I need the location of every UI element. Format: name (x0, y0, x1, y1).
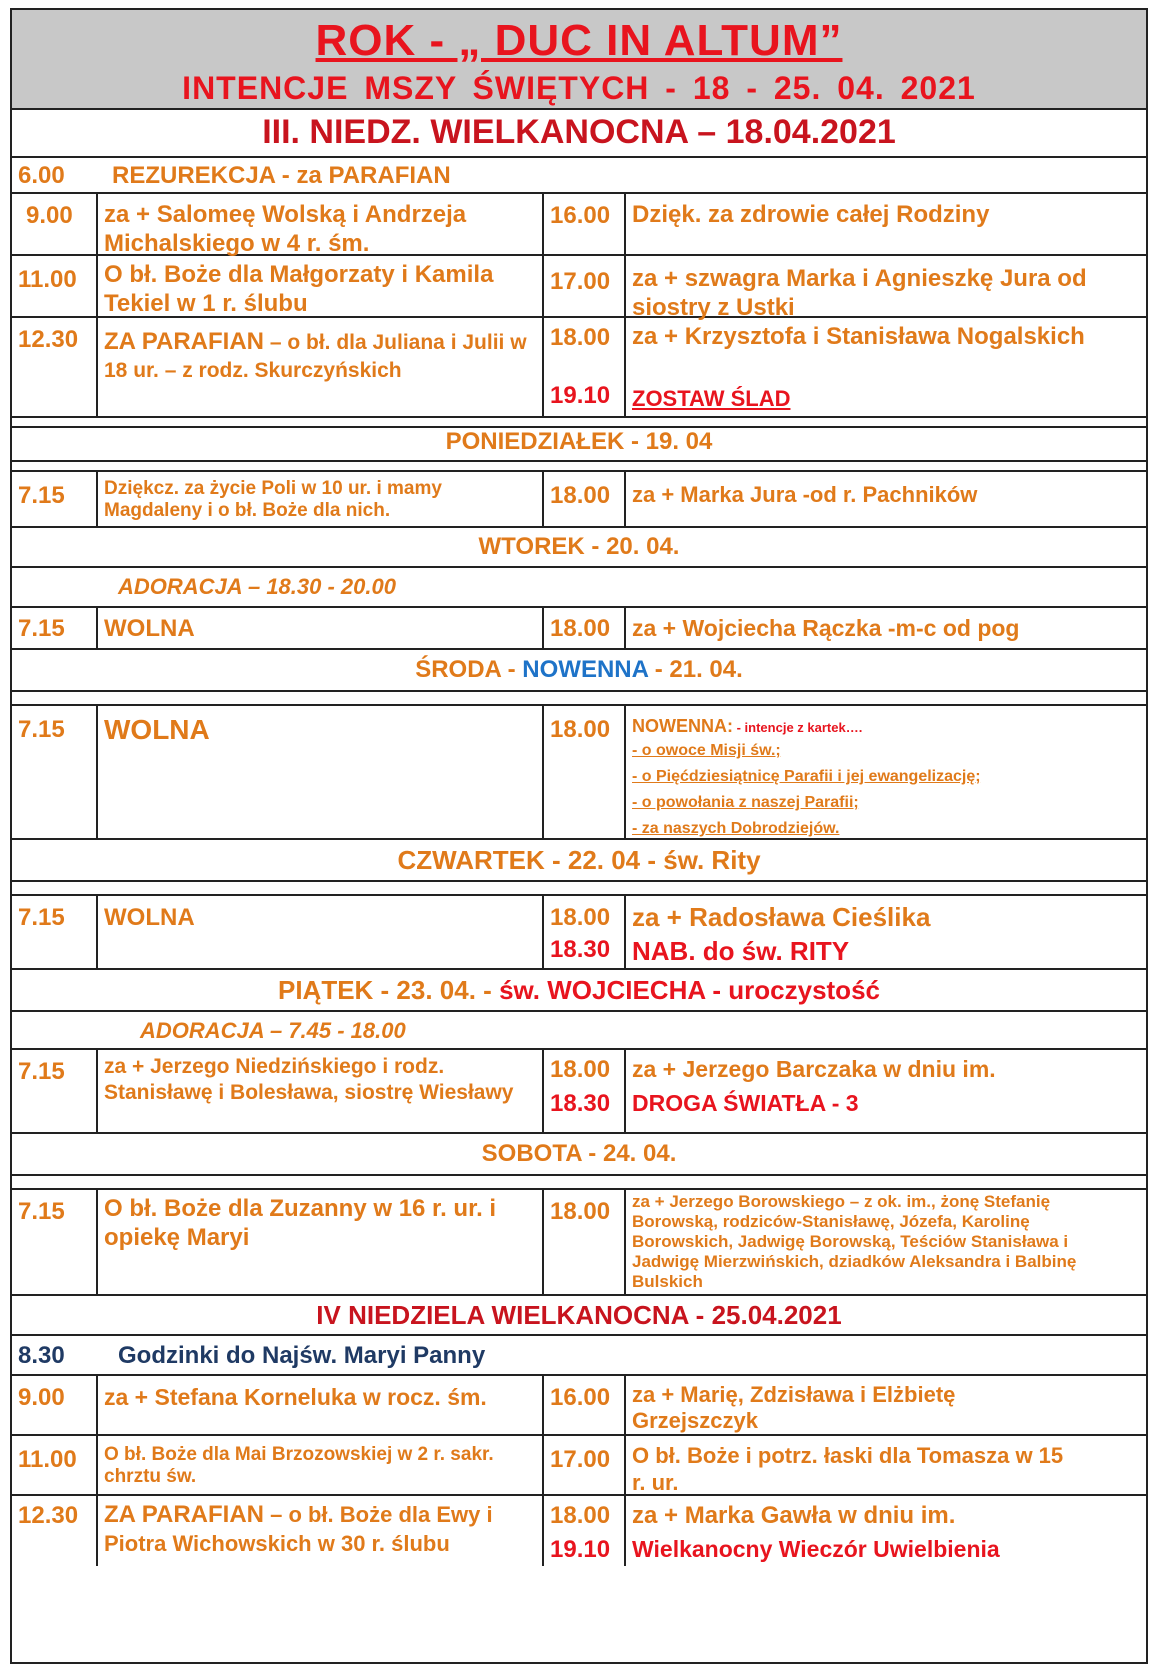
mass-intention: Dziękcz. za życie Poli w 10 ur. i mamy Magdaleny i o bł. Boże dla nich. (104, 478, 442, 521)
mass-time: 7.15 (18, 716, 65, 743)
mass-time: 11.00 (18, 266, 77, 293)
event-time: 19.10 (550, 382, 611, 409)
mass-time: 18.00 (550, 1056, 611, 1083)
mass-intention: za + Marię, Zdzisława i Elżbietę Grzejszczyk (632, 1382, 956, 1433)
mass-time: 18.00 (550, 482, 611, 509)
mass-time: 7.15 (18, 904, 65, 931)
mass-intention: Godzinki do Najśw. Maryi Panny (118, 1342, 486, 1369)
parafian-label: ZA PARAFIAN (104, 1501, 264, 1528)
mass-intention: za + Salomeę Wolską i Andrzeja Michalskiego w 4 r. śm. (104, 201, 467, 257)
mass-time: 18.00 (550, 324, 611, 351)
mass-row (12, 1336, 1146, 1376)
mass-intention: za + Jerzego Barczaka w dniu im. (632, 1056, 996, 1082)
mass-time: 16.00 (550, 1384, 611, 1411)
day-heading-wednesday (12, 650, 1146, 692)
day-name: ŚRODA - (415, 656, 523, 683)
mass-row (12, 896, 1146, 970)
mass-row (12, 1190, 1146, 1296)
mass-intention: za + Marka Gawła w dniu im. (632, 1502, 956, 1529)
page-title: ROK - „ DUC IN ALTUM” (315, 16, 843, 65)
mass-time: 18.00 (550, 716, 611, 743)
page-subtitle: INTENCJE MSZY ŚWIĘTYCH - 18 - 25. 04. 2021 (182, 70, 976, 106)
mass-time: 11.00 (18, 1446, 77, 1473)
mass-row (12, 472, 1146, 528)
novena-item: - za naszych Dobrodziejów. (632, 820, 840, 837)
mass-row (12, 318, 1146, 418)
event-time: 18.30 (550, 936, 611, 963)
mass-time: 18.00 (550, 1502, 611, 1529)
mass-row (12, 194, 1146, 256)
intentions-sheet (10, 8, 1148, 1664)
mass-row (12, 1496, 1146, 1566)
mass-intention: za + Radosława Cieślika (632, 902, 931, 932)
mass-time: 9.00 (18, 1384, 65, 1411)
mass-row (12, 1050, 1146, 1134)
mass-intention: za + Krzysztofa i Stanisława Nogalskich (632, 323, 1085, 350)
day-heading-tuesday: WTOREK - 20. 04. (12, 528, 1146, 568)
mass-time: 9.00 (26, 202, 73, 229)
mass-time: 7.15 (18, 615, 65, 642)
day-heading-monday: PONIEDZIAŁEK - 19. 04 (12, 426, 1146, 462)
mass-intention: REZUREKCJA - za PARAFIAN (112, 162, 451, 189)
mass-intention (104, 1500, 534, 1558)
mass-time: 6.00 (18, 162, 65, 189)
novena-item: - o owoce Misji św.; (632, 742, 781, 759)
mass-row (12, 706, 1146, 840)
mass-time: 7.15 (18, 482, 65, 509)
mass-intention: za + Jerzego Borowskiego – z ok. im., żonę Stefanię Borowską, rodziców-Stanisławę, Józefa, Karolinę Borowskich, Jadwigę Borowską, Teściów Stanisława i Jadwigę Mierzwińskich, dziadków Aleksandra i Balbinę Bulskich (632, 1192, 1077, 1291)
day-heading-thursday: CZWARTEK - 22. 04 - św. Rity (12, 840, 1146, 882)
novena-label: NOWENNA (522, 656, 649, 683)
intention-text: – o bł. dla Juliana i Julii w 18 ur. – z rodz. Skurczyńskich (104, 331, 527, 382)
mass-time: 7.15 (18, 1058, 65, 1085)
adoration-note: ADORACJA – 18.30 - 20.00 (118, 574, 396, 599)
mass-row (12, 256, 1146, 321)
mass-row (12, 1436, 1146, 1496)
day-heading-sunday-2: IV NIEDZIELA WIELKANOCNA - 25.04.2021 (12, 1296, 1146, 1336)
parafian-label: ZA PARAFIAN (104, 328, 264, 355)
mass-row (12, 608, 1146, 650)
event-name: Wielkanocny Wieczór Uwielbienia (632, 1536, 1000, 1562)
day-heading-sunday-1: III. NIEDZ. WIELKANOCNA – 18.04.2021 (12, 110, 1146, 158)
mass-intention: WOLNA (104, 904, 195, 931)
novena-item: - o powołania z naszej Parafii; (632, 794, 859, 811)
intention-text: – o bł. Boże dla Ewy i Piotra Wichowskich w 30 r. ślubu (104, 1502, 493, 1556)
mass-row (12, 158, 1146, 194)
day-heading-friday (12, 970, 1146, 1012)
mass-intention: O bł. Boże dla Zuzanny w 16 r. ur. i opiekę Maryi (104, 1195, 497, 1251)
novena-heading: NOWENNA: - intencje z kartek…. (632, 716, 863, 736)
event-time: 19.10 (550, 1536, 611, 1563)
header (12, 10, 1146, 110)
mass-time: 12.30 (18, 1502, 79, 1529)
mass-time: 18.00 (550, 615, 611, 642)
mass-intention (104, 328, 534, 385)
mass-intention: za + Wojciecha Rączka -m-c od pog (632, 615, 1020, 641)
event-name: NAB. do św. RITY (632, 936, 850, 966)
feast-name: św. WOJCIECHA - uroczystość (499, 975, 880, 1005)
mass-time: 16.00 (550, 202, 611, 229)
mass-time: 18.00 (550, 1198, 611, 1225)
mass-intention: za + Marka Jura -od r. Pachników (632, 482, 978, 507)
mass-intention: O bł. Boże i potrz. łaski dla Tomasza w 15 r. ur. (632, 1443, 1064, 1495)
mass-intention: WOLNA (104, 714, 210, 745)
mass-time: 12.30 (18, 326, 79, 353)
mass-intention: WOLNA (104, 615, 195, 642)
mass-intention: Dzięk. za zdrowie całej Rodziny (632, 201, 990, 228)
adoration-note: ADORACJA – 7.45 - 18.00 (140, 1018, 406, 1043)
mass-time: 8.30 (18, 1342, 65, 1369)
mass-intention: za + Jerzego Niedzińskiego i rodz. Stanisławę i Bolesława, siostrę Wiesławy (104, 1055, 514, 1104)
mass-row (12, 1376, 1146, 1436)
day-heading-saturday: SOBOTA - 24. 04. (12, 1134, 1146, 1176)
mass-time: 17.00 (550, 1446, 611, 1473)
event-name: ZOSTAW ŚLAD (632, 386, 791, 411)
novena-item: - o Pięćdziesiątnicę Parafii i jej ewangelizację; (632, 768, 981, 785)
day-date: - 21. 04. (648, 656, 743, 683)
mass-time: 18.00 (550, 904, 611, 931)
mass-intention: O bł. Boże dla Mai Brzozowskiej w 2 r. sakr. chrztu św. (104, 1444, 494, 1487)
mass-time: 17.00 (550, 268, 611, 295)
mass-intention: za + Stefana Korneluka w rocz. śm. (104, 1384, 487, 1410)
mass-intention: za + szwagra Marka i Agnieszkę Jura od siostry z Ustki (632, 265, 1087, 321)
event-time: 18.30 (550, 1090, 611, 1117)
day-name: PIĄTEK - 23. 04. - (277, 975, 500, 1005)
event-name: DROGA ŚWIATŁA - 3 (632, 1090, 859, 1116)
mass-time: 7.15 (18, 1198, 65, 1225)
mass-intention: O bł. Boże dla Małgorzaty i Kamila Tekiel w 1 r. ślubu (104, 261, 494, 317)
